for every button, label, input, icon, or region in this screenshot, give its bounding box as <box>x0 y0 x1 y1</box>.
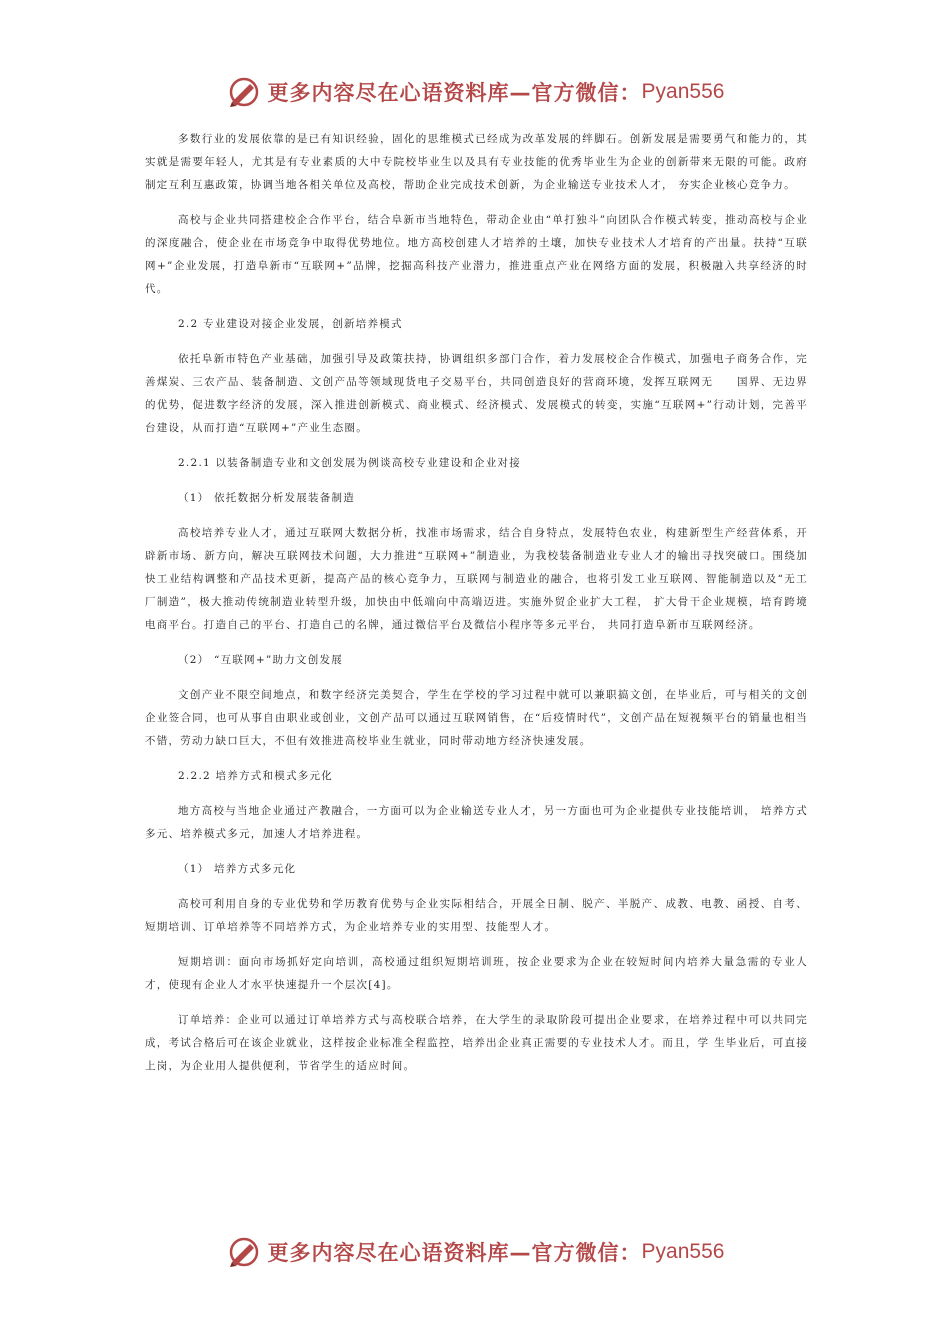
paragraph: 高校与企业共同搭建校企合作平台，结合阜新市当地特色，带动企业由“单打独斗”向团队合作模式转变，推动高校与企业的深度融合，使企业在市场竞争中取得优势地位。地方高校创建人才培养的土壤，加快专业技术人才培育的产出量。扶持“互联网+”企业发展，打造阜新市“互联网+”品牌，挖掘高科技产业潜力，推进重点产业在网络方面的发展，积极融入共享经济的时代。 <box>145 214 808 295</box>
list-item: （1） 培养方式多元化 <box>178 863 297 875</box>
paragraph: 短期培训：面向市场抓好定向培训，高校通过组织短期培训班，按企业要求为企业在较短时间内培养大量急需的专业人才，使现有企业人才水平快速提升一个层次[4]。 <box>145 956 808 991</box>
pen-circle-logo-icon <box>226 74 262 110</box>
footer-wechat-id: Pyan556 <box>641 1240 725 1263</box>
paragraph: 地方高校与当地企业通过产教融合，一方面可以为企业输送专业人才，另一方面也可为企业提供专业技能培训， 培养方式多元、培养模式多元，加速人才培养进程。 <box>145 805 808 840</box>
list-item: （1） 依托数据分析发展装备制造 <box>178 492 356 504</box>
paragraph: 文创产业不限空间地点，和数字经济完美契合，学生在学校的学习过程中就可以兼职搞文创，在毕业后，可与相关的文创企业签合同，也可从事自由职业或创业，文创产品可以通过互联网销售，在“后疫情时代”，文创产品在短视频平台的销量也相当不错，劳动力缺口巨大，不但有效推进高校毕业生就业，同时带动地方经济快速发展。 <box>145 689 808 747</box>
header-brand-text: 更多内容尽在心语资料库 <box>267 81 510 105</box>
section-heading: 2.2.2 培养方式和模式多元化 <box>178 770 334 782</box>
paragraph: 多数行业的发展依靠的是已有知识经验，固化的思维模式已经成为改革发展的绊脚石。创新发展是需要勇气和能力的，其实就是需要年轻人，尤其是有专业素质的大中专院校毕业生以及具有专业技能的优秀毕业生为企业的创新带来无限的可能。政府制定互利互惠政策，协调当地各相关单位及高校，帮助企业完成技术创新，为企业输送专业技术人才， 夯实企业核心竞争力。 <box>145 133 808 191</box>
header-wechat-label: —官方微信： <box>509 81 642 105</box>
header-wechat-id: Pyan556 <box>641 80 725 103</box>
paragraph: 高校可利用自身的专业优势和学历教育优势与企业实际相结合，开展全日制、脱产、半脱产、成教、电教、函授、自考、短期培训、订单培养等不同培养方式，为企业培养专业的实用型、技能型人才。 <box>145 898 808 933</box>
footer-brand-text: 更多内容尽在心语资料库 <box>267 1241 510 1265</box>
section-heading: 2.2 专业建设对接企业发展，创新培养模式 <box>178 318 403 330</box>
footer-banner <box>0 1232 950 1272</box>
list-item: （2） “互联网+”助力文创发展 <box>178 654 344 666</box>
footer-wechat-label: —官方微信： <box>509 1241 642 1265</box>
paragraph: 依托阜新市特色产业基础，加强引导及政策扶持，协调组织多部门合作，着力发展校企合作模式，加强电子商务合作，完善煤炭、三农产品、装备制造、文创产品等领域现货电子交易平台，共同创造良好的营商环境，发挥互联网无 国界、无边界的优势，促进数字经济的发展，深入推进创新模式、商业模式、经济模式、发展模式的转变，实施“互联网+”行动计划，完善平台建设，从而打造“互联网+”产业生态圈。 <box>145 353 808 434</box>
pen-circle-logo-icon <box>226 1234 262 1270</box>
header-banner <box>0 72 950 112</box>
section-heading: 2.2.1 以装备制造专业和文创发展为例谈高校专业建设和企业对接 <box>178 457 522 469</box>
paragraph: 高校培养专业人才，通过互联网大数据分析，找准市场需求，结合自身特点，发展特色农业，构建新型生产经营体系，开辟新市场、新方向，解决互联网技术问题，大力推进“互联网+”制造业，为我校装备制造业专业人才的输出寻找突破口。围绕加快工业结构调整和产品技术更新，提高产品的核心竞争力，互联网与制造业的融合，也将引发工业互联网、智能制造以及“无工厂制造”，极大推动传统制造业转型升级，加快由中低端向中高端迈进。实施外贸企业扩大工程， 扩大骨干企业规模，培育跨境电商平台。打造自己的平台、打造自己的名牌，通过微信平台及微信小程序等多元平台， 共同打造阜新市互联网经济。 <box>145 527 808 631</box>
paragraph: 订单培养：企业可以通过订单培养方式与高校联合培养，在大学生的录取阶段可提出企业要求，在培养过程中可以共同完成，考试合格后可在该企业就业，这样按企业标准全程监控，培养出企业真正需要的专业技术人才。而且，学 生毕业后，可直接上岗，为企业用人提供便利，节省学生的适应时间。 <box>145 1014 808 1072</box>
document-body <box>145 128 808 1090</box>
